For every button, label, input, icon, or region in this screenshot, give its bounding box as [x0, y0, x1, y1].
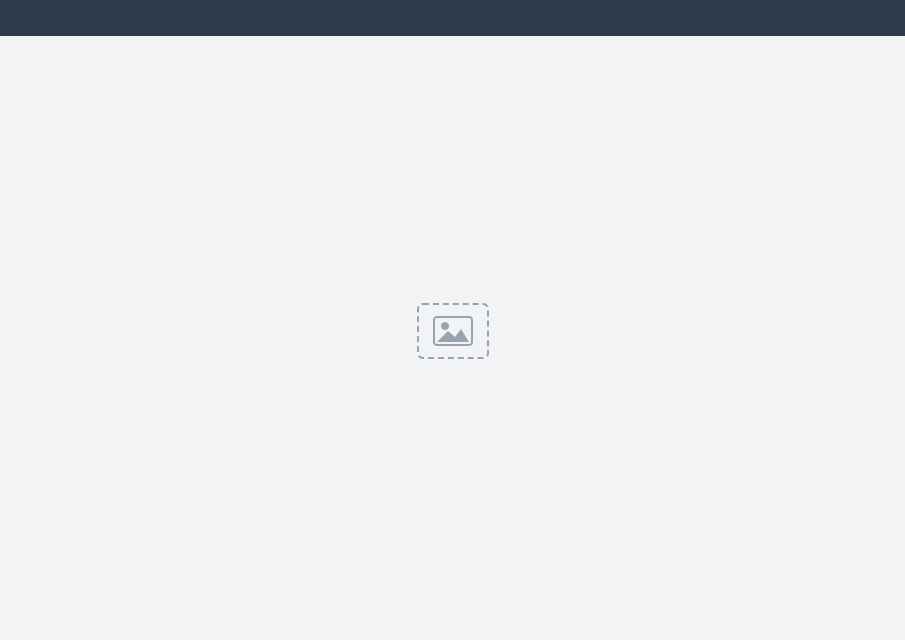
content-area [0, 36, 905, 640]
title-bar [0, 0, 905, 36]
image-placeholder-icon [417, 303, 489, 359]
